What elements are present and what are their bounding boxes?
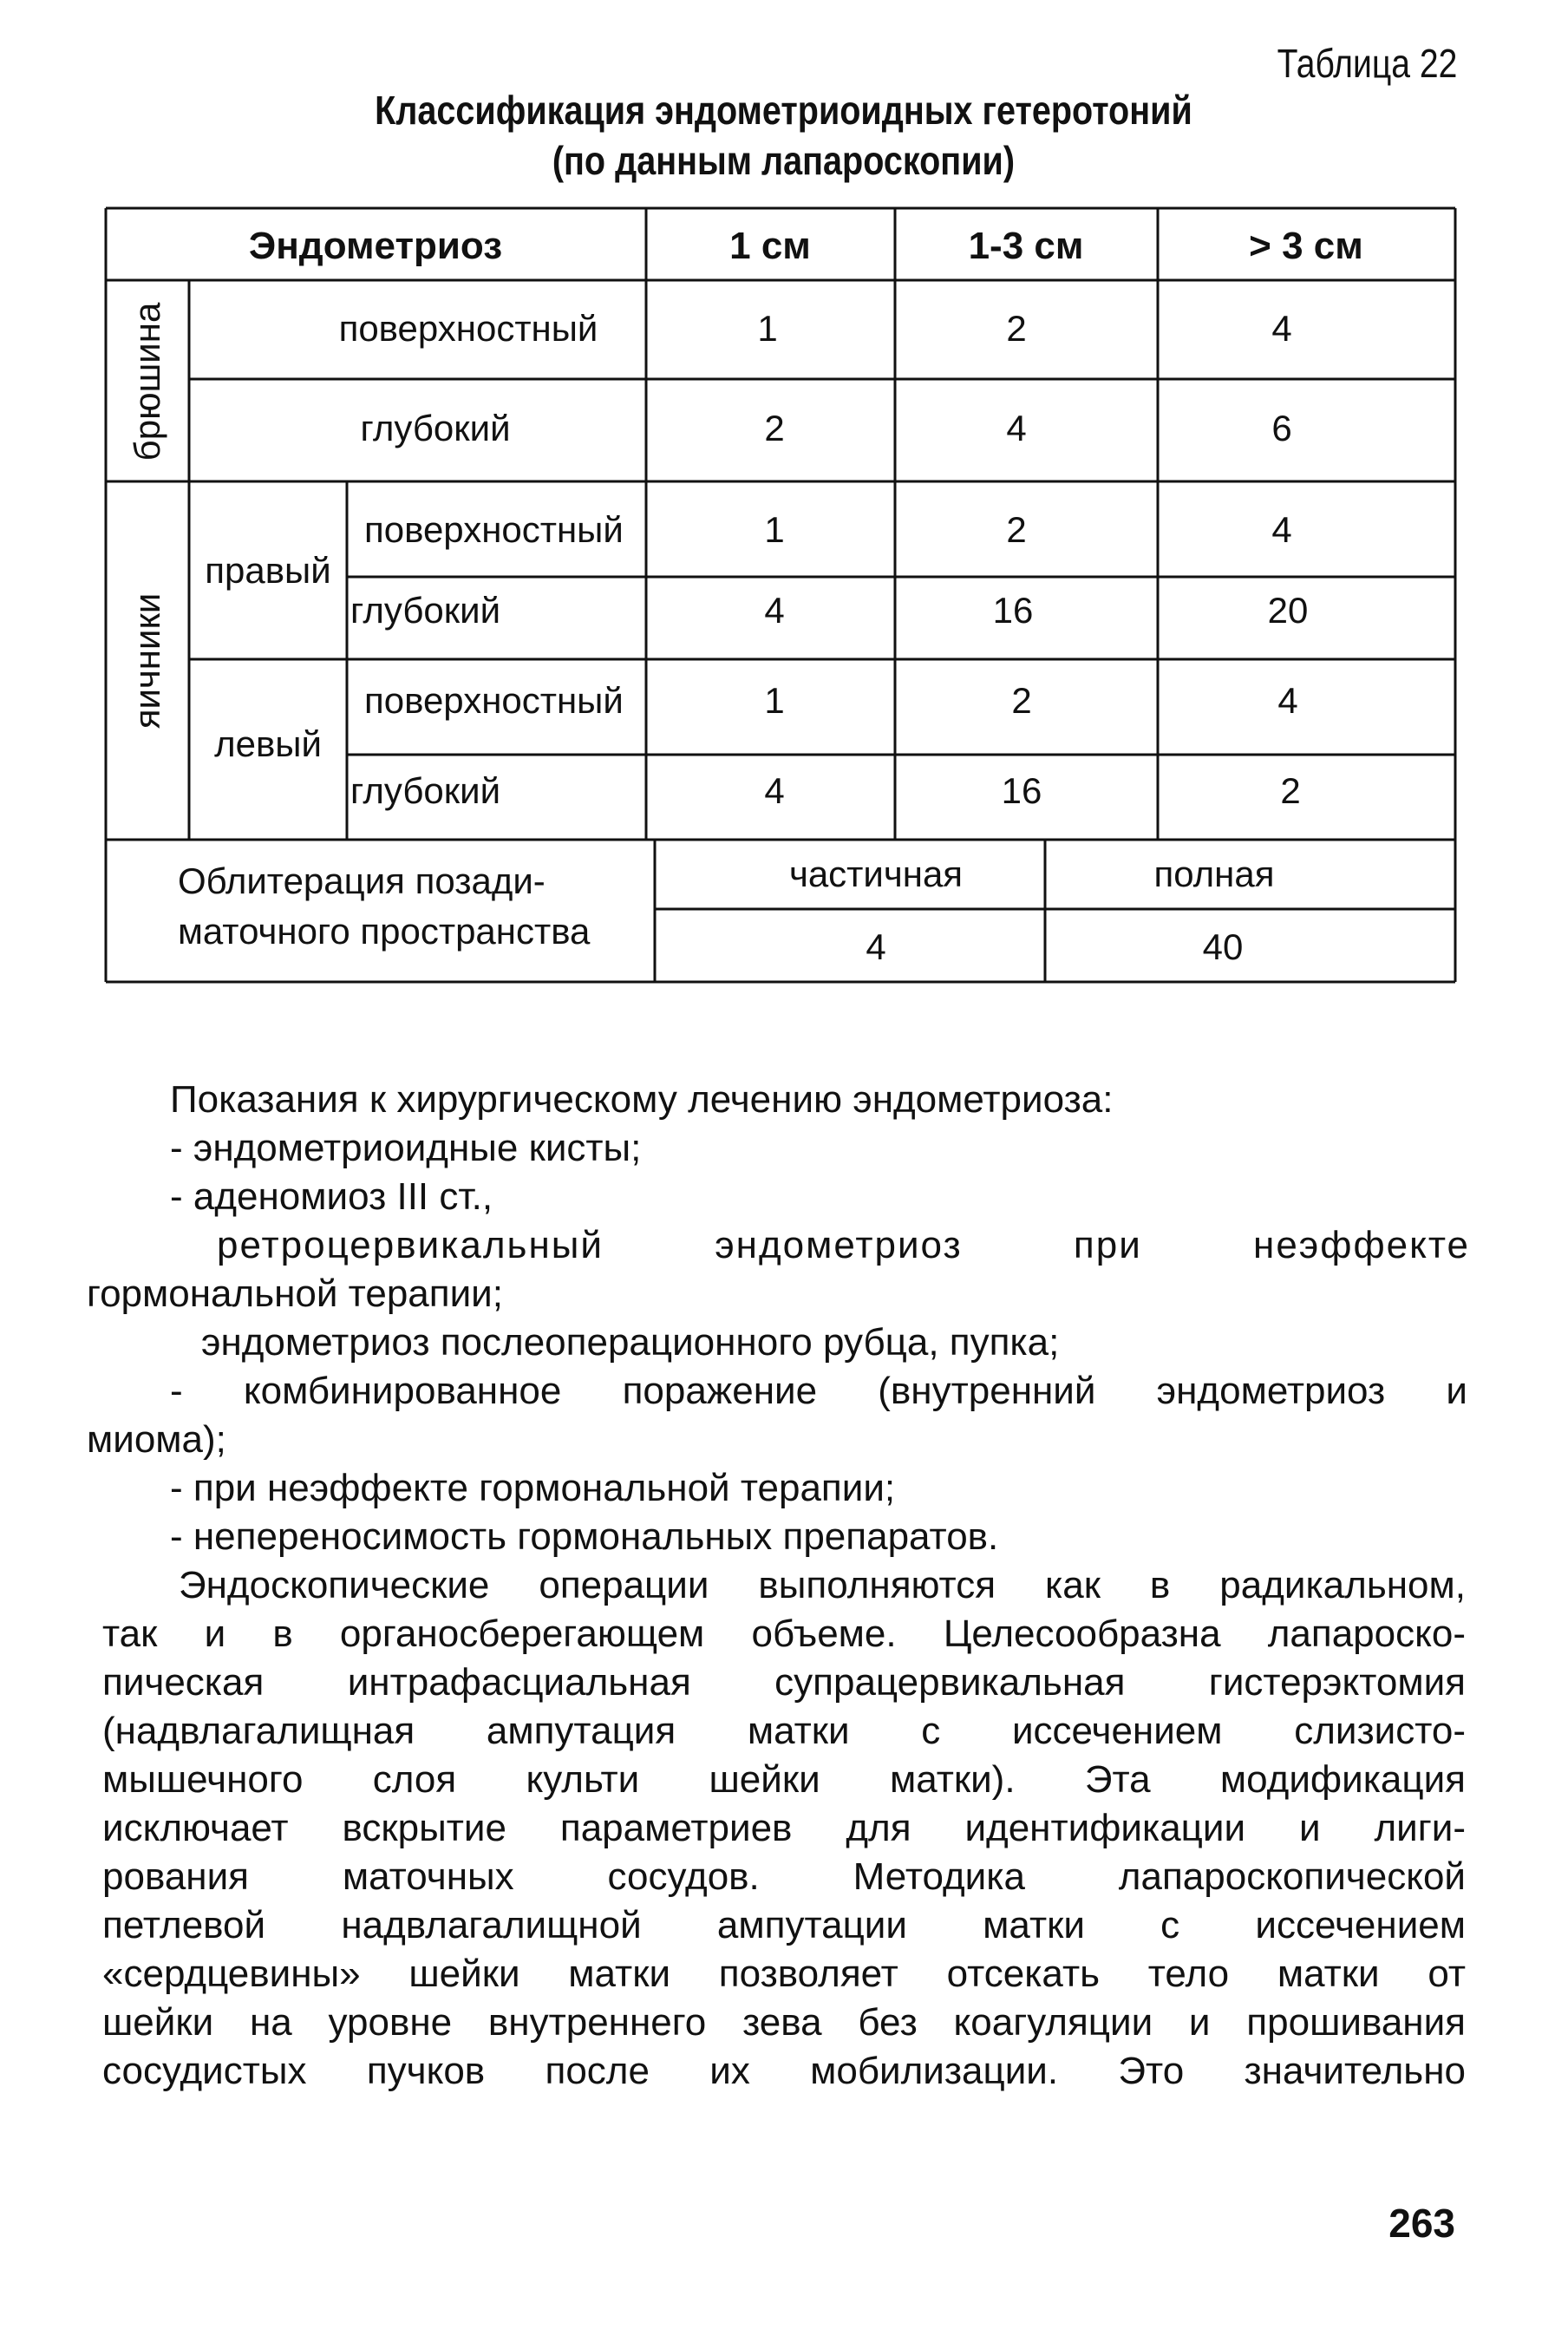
row-value: 2 xyxy=(1011,680,1032,721)
row-value: 1 xyxy=(764,509,785,550)
header-1-3cm: 1-3 см xyxy=(968,225,1084,267)
row-value: 20 xyxy=(1267,590,1309,631)
row-value: 6 xyxy=(1271,408,1292,448)
obliteration-label-line2: маточного пространства xyxy=(178,911,591,952)
text-line: - эндометриоидные кисты; xyxy=(170,1127,642,1169)
row-value: 2 xyxy=(1006,509,1027,550)
side-right: правый xyxy=(205,550,331,591)
row-label: поверхностный xyxy=(364,680,624,721)
table-title: Классификация эндометриоидных гетеротоний xyxy=(375,88,1192,133)
row-value: 4 xyxy=(1271,509,1292,550)
obliteration-full-header: полная xyxy=(1153,854,1275,894)
obliteration-partial-value: 4 xyxy=(866,926,886,967)
text-line: Показания к хирургическому лечению эндометриоза: xyxy=(170,1078,1114,1121)
row-label: поверхностный xyxy=(338,308,598,349)
text-line: миома); xyxy=(87,1418,226,1461)
text-line: мышечного слоя культи шейки матки). Эта модификация xyxy=(102,1758,1466,1801)
classification-table xyxy=(0,0,1568,1006)
obliteration-label-line1: Облитерация позади- xyxy=(178,860,546,901)
row-label: поверхностный xyxy=(364,509,624,550)
page-number: 263 xyxy=(1388,2201,1455,2246)
row-value: 4 xyxy=(1271,308,1292,349)
row-label: глубокий xyxy=(350,770,501,811)
obliteration-partial-header: частичная xyxy=(788,854,964,894)
row-value: 16 xyxy=(1001,770,1042,811)
row-value: 1 xyxy=(757,308,778,349)
row-value: 4 xyxy=(1277,680,1298,721)
row-value: 2 xyxy=(1006,308,1027,349)
row-value: 4 xyxy=(764,590,785,631)
text-line: - непереносимость гормональных препаратов. xyxy=(170,1515,999,1558)
row-value: 1 xyxy=(764,680,785,721)
text-line: Эндоскопические операции выполняются как в радикальном, xyxy=(179,1564,1466,1606)
text-line: - комбинированное поражение (внутренний эндометриоз и xyxy=(170,1370,1467,1412)
row-value: 16 xyxy=(992,590,1034,631)
row-value: 2 xyxy=(1280,770,1301,811)
text-line: рования маточных сосудов. Методика лапароскопической xyxy=(102,1855,1466,1898)
text-line: - аденомиоз III ст., xyxy=(170,1175,493,1218)
row-label: глубокий xyxy=(360,408,511,448)
table-subtitle: (по данным лапароскопии) xyxy=(552,138,1016,183)
text-line: сосудистых пучков после их мобилизации. Это значительно xyxy=(102,2050,1466,2092)
text-line: гормональной терапии; xyxy=(87,1272,503,1315)
group-ovaries: яичники xyxy=(127,592,167,729)
text-line: петлевой надвлагалищной ампутации матки с иссечением xyxy=(102,1904,1466,1946)
text-line: шейки на уровне внутреннего зева без коагуляции и прошивания xyxy=(102,2001,1466,2044)
text-line: ретроцервикальный эндометриоз при неэффекте xyxy=(217,1224,1470,1266)
row-value: 4 xyxy=(1006,408,1027,448)
group-peritoneum: брюшина xyxy=(127,302,167,461)
header-1cm: 1 см xyxy=(729,225,811,267)
row-value: 2 xyxy=(764,408,785,448)
header-endometriosis: Эндометриоз xyxy=(248,225,503,267)
text-line: - при неэффекте гормональной терапии; xyxy=(170,1467,896,1509)
text-line: «сердцевины» шейки матки позволяет отсекать тело матки от xyxy=(102,1953,1466,1995)
text-line: эндометриоз послеоперационного рубца, пупка; xyxy=(201,1321,1060,1364)
row-label: глубокий xyxy=(350,590,501,631)
text-line: так и в органосберегающем объеме. Целесообразна лапароско- xyxy=(102,1613,1466,1655)
obliteration-full-value: 40 xyxy=(1202,926,1244,967)
text-line: (надвлагалищная ампутация матки с иссечением слизисто- xyxy=(102,1710,1466,1752)
row-value: 4 xyxy=(764,770,785,811)
side-left: левый xyxy=(214,723,322,764)
table-number: Таблица 22 xyxy=(1277,41,1457,86)
text-line: исключает вскрытие параметриев для идентификации и лиги- xyxy=(102,1807,1466,1849)
text-line: пическая интрафасциальная супрацервикальная гистерэктомия xyxy=(102,1661,1466,1704)
header-over-3cm: > 3 см xyxy=(1249,225,1363,267)
